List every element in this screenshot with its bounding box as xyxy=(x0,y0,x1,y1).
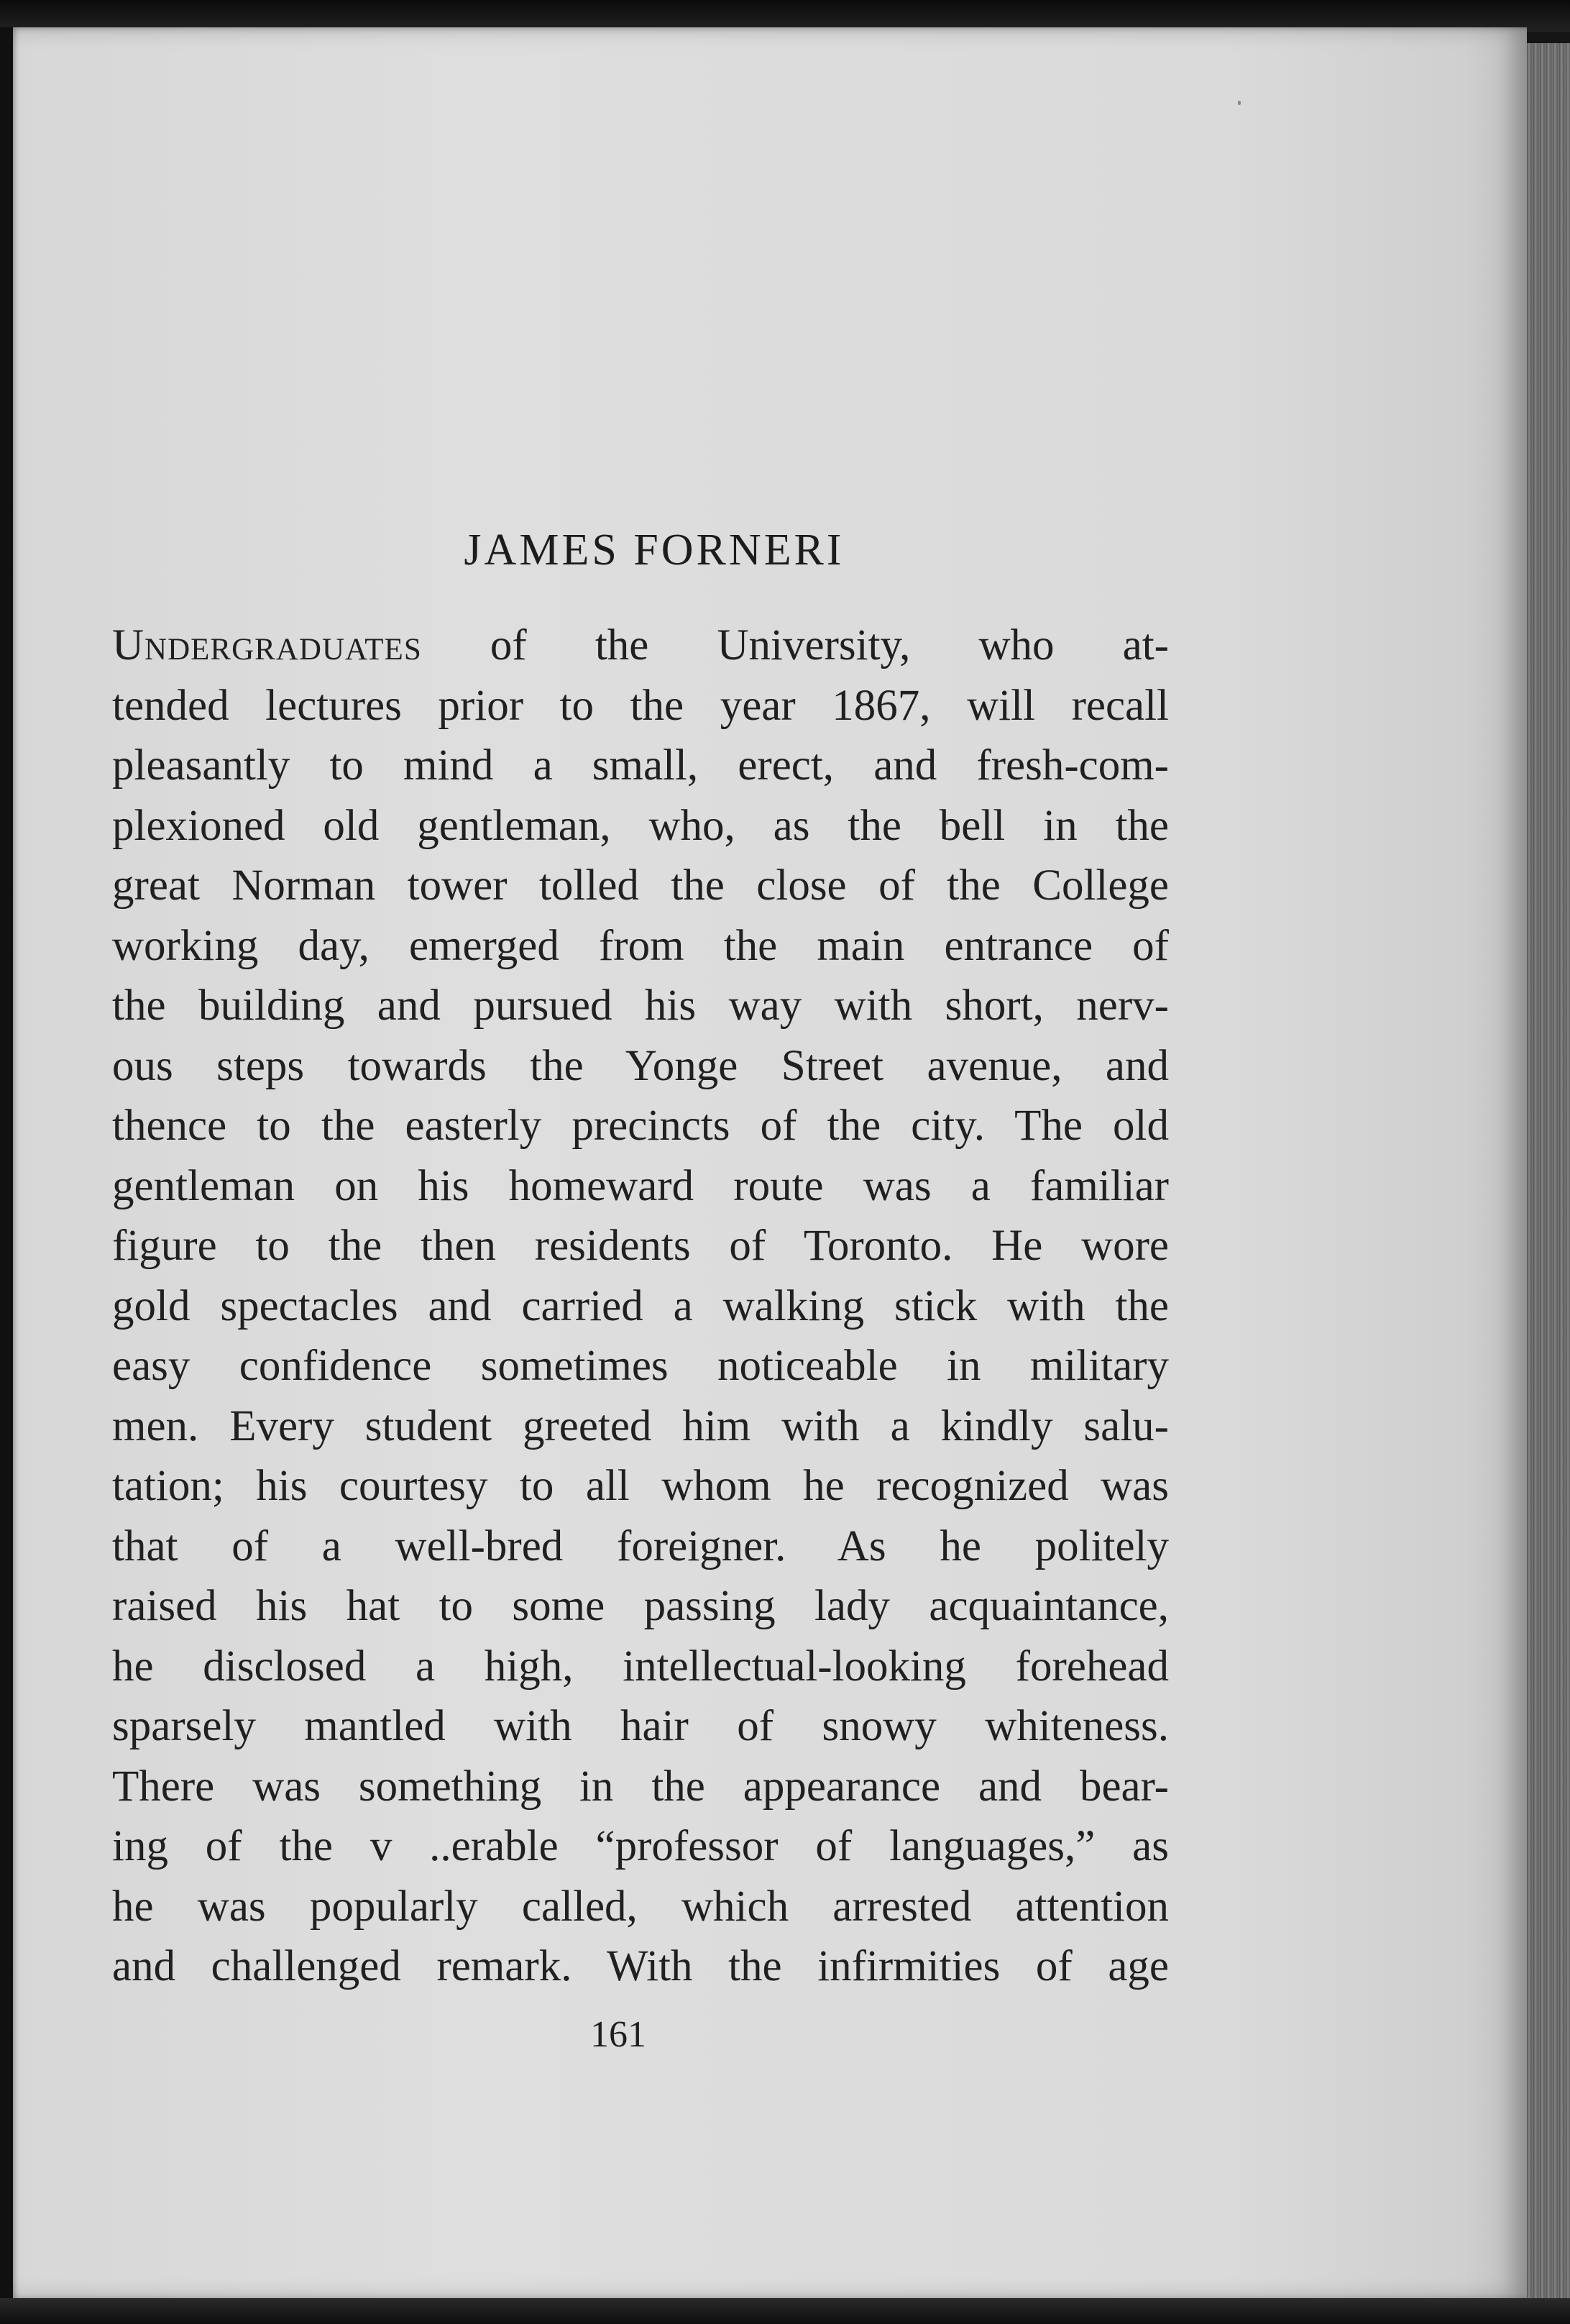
text-line: ous steps towards the Yonge Street avenue, and xyxy=(112,1041,1169,1090)
text-line: that of a well-bred foreigner. As he politely xyxy=(112,1522,1169,1570)
text-line: figure to the then residents of Toronto. He wore xyxy=(112,1222,1169,1270)
bottom-edge-shadow xyxy=(0,2298,1570,2324)
text-line: raised his hat to some passing lady acquaintance, xyxy=(112,1582,1169,1630)
page-number: 161 xyxy=(590,2014,646,2055)
text-line: men. Every student greeted him with a kindly salu- xyxy=(112,1401,1169,1450)
text-line: working day, emerged from the main entrance of xyxy=(112,921,1169,970)
text-line: and challenged remark. With the infirmities of age xyxy=(112,1942,1169,1990)
body-text xyxy=(112,616,1169,1997)
drop-word: Undergraduates xyxy=(112,621,422,669)
text-line: thence to the easterly precincts of the city. The old xyxy=(112,1102,1169,1150)
text-line: gold spectacles and carried a walking stick with the xyxy=(112,1281,1169,1330)
text-line: great Norman tower tolled the close of the College xyxy=(112,861,1169,910)
text-line: Undergraduates of the University, who at- xyxy=(112,621,1169,669)
text-line: tation; his courtesy to all whom he recognized was xyxy=(112,1462,1169,1510)
text-line: plexioned old gentleman, who, as the bell in the xyxy=(112,801,1169,850)
text-line: sparsely mantled with hair of snowy whiteness. xyxy=(112,1702,1169,1750)
binding-edge xyxy=(0,27,13,2300)
text-line: pleasantly to mind a small, erect, and fresh-com- xyxy=(112,741,1169,790)
page-stack-edge xyxy=(1527,43,1570,2324)
text-line: the building and pursued his way with short, nerv- xyxy=(112,982,1169,1030)
text-line: he was popularly called, which arrested attention xyxy=(112,1882,1169,1931)
text-line: There was something in the appearance and bear- xyxy=(112,1762,1169,1811)
text-line: easy confidence sometimes noticeable in military xyxy=(112,1342,1169,1390)
paper-speck xyxy=(1238,101,1241,105)
text-line: he disclosed a high, intellectual-looking forehead xyxy=(112,1642,1169,1691)
chapter-title: JAMES FORNERI xyxy=(464,526,845,575)
text-line: tended lectures prior to the year 1867, will recall xyxy=(112,681,1169,730)
text-line: gentleman on his homeward route was a familiar xyxy=(112,1161,1169,1210)
text-line: ing of the v ..erable “professor of languages,” as xyxy=(112,1822,1169,1870)
